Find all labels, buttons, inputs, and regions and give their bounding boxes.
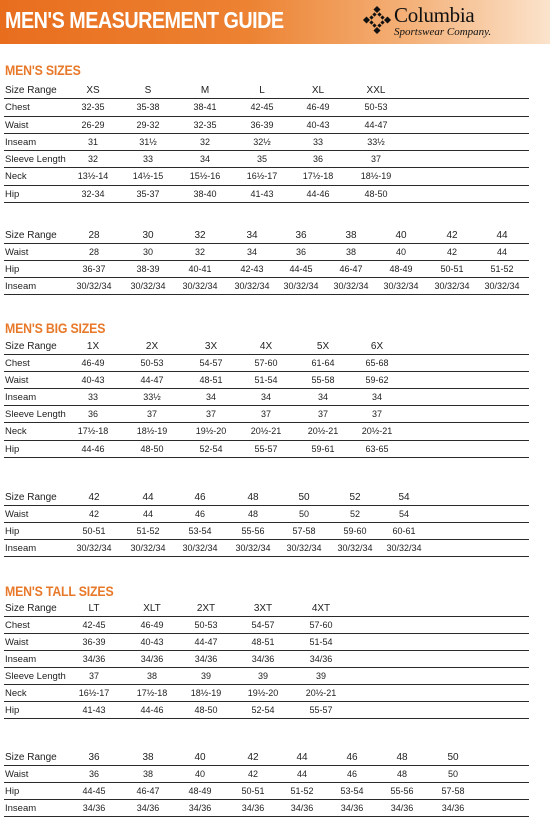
mens-tall-sizes-table (4, 600, 529, 719)
row-label: Neck (5, 426, 27, 438)
measurement-cell: 46-49 (81, 358, 105, 369)
table-row-size-range (4, 82, 529, 99)
measurement-cell: 48-49 (389, 264, 413, 274)
measurement-cell: 15½-16 (189, 171, 221, 182)
measurement-cell: 37 (260, 409, 272, 420)
measurement-cell: 17½-18 (77, 426, 109, 437)
table-row-hip (4, 261, 529, 278)
measurement-cell: 52 (349, 509, 361, 519)
measurement-cell: 44-46 (81, 443, 105, 454)
measurement-cell: 13½-14 (77, 171, 109, 182)
row-label: Neck (5, 171, 27, 183)
measurement-cell: 50 (298, 509, 310, 519)
measurement-cell: 55-56 (241, 526, 265, 536)
measurement-cell: 36 (87, 409, 99, 420)
measurement-cell: 33 (312, 136, 324, 147)
measurement-cell: 34/36 (309, 654, 333, 664)
measurement-cell: 39 (257, 671, 269, 681)
size-header-cell: 44 (142, 492, 154, 503)
measurement-cell: 48-50 (364, 188, 388, 199)
measurement-cell: 16½-17 (246, 171, 278, 182)
measurement-cell: 41-43 (82, 705, 106, 715)
row-label: Waist (5, 247, 29, 258)
measurement-cell: 55-56 (390, 786, 414, 796)
measurement-cell: 50-51 (82, 526, 106, 536)
measurement-cell: 28 (88, 247, 100, 257)
measurement-cell: 38-40 (193, 188, 217, 199)
measurement-cell: 48-50 (194, 705, 218, 715)
size-header-cell: M (200, 85, 210, 96)
row-label: Inseam (5, 392, 37, 404)
table-row-hip (4, 523, 529, 540)
measurement-cell: 19½-20 (195, 426, 227, 437)
size-header-cell: 3X (204, 341, 218, 352)
measurement-cell: 54-57 (251, 620, 275, 630)
measurement-cell: 30/32/34 (182, 543, 218, 553)
measurement-cell: 40 (395, 247, 407, 257)
measurement-cell: 40-43 (306, 119, 330, 130)
measurement-cell: 20½-21 (305, 688, 337, 698)
measurement-cell: 18½-19 (136, 426, 168, 437)
measurement-cell: 33 (142, 154, 154, 165)
measurement-cell: 30/32/34 (130, 281, 166, 291)
measurement-cell: 40-43 (81, 375, 105, 386)
measurement-cell: 30/32/34 (333, 281, 369, 291)
brand-subtitle: Sportswear Company. (394, 26, 492, 38)
measurement-cell: 48-51 (199, 375, 223, 386)
size-header-cell: L (259, 85, 265, 96)
size-header-cell: 46 (194, 492, 206, 503)
row-label: Neck (5, 688, 27, 699)
measurement-cell: 30/32/34 (76, 281, 112, 291)
measurement-cell: 30 (142, 247, 154, 257)
table-row-neck (4, 168, 529, 185)
table-row-size-range (4, 338, 529, 355)
measurement-cell: 36 (312, 154, 324, 165)
measurement-cell: 30/32/34 (286, 543, 322, 553)
measurement-cell: 34/36 (82, 654, 106, 664)
measurement-cell: 33½ (367, 136, 385, 147)
measurement-cell: 34/36 (241, 803, 265, 813)
measurement-cell: 55-57 (254, 443, 278, 454)
measurement-cell: 38 (345, 247, 357, 257)
page-title: MEN'S MEASUREMENT GUIDE (5, 7, 284, 33)
table-row-neck (4, 685, 529, 702)
measurement-cell: 51-54 (254, 375, 278, 386)
measurement-cell: 20½-21 (307, 426, 339, 437)
measurement-cell: 48-51 (251, 637, 275, 647)
measurement-cell: 37 (317, 409, 329, 420)
row-label: Inseam (5, 281, 37, 292)
measurement-cell: 35-37 (136, 188, 160, 199)
measurement-cell: 52-54 (199, 443, 223, 454)
row-label: Inseam (5, 803, 37, 814)
measurement-cell: 18½-19 (190, 688, 222, 698)
row-label: Hip (5, 786, 20, 797)
measurement-cell: 30/32/34 (386, 543, 422, 553)
size-header-cell: XL (311, 85, 325, 96)
size-header-cell: 4X (259, 341, 273, 352)
measurement-cell: 33½ (143, 392, 161, 403)
row-label: Size Range (5, 492, 57, 503)
mens-tall-waist-table (4, 749, 529, 817)
row-label: Hip (5, 526, 20, 537)
row-label: Chest (5, 102, 30, 114)
section-title-mens-big-sizes: MEN'S BIG SIZES (5, 320, 106, 336)
size-header-cell: 42 (247, 752, 259, 763)
table-row-hip (4, 702, 529, 719)
row-label: Size Range (5, 752, 57, 763)
section-title-mens-sizes: MEN'S SIZES (5, 62, 81, 78)
table-row-waist (4, 117, 529, 134)
size-header-cell: 40 (395, 230, 407, 241)
measurement-cell: 30/32/34 (484, 281, 520, 291)
table-row-size-range (4, 749, 529, 766)
row-label: Hip (5, 443, 20, 455)
measurement-cell: 17½-18 (302, 171, 334, 182)
table-row-waist (4, 634, 529, 651)
size-header-cell: 52 (349, 492, 361, 503)
row-label: Chest (5, 620, 30, 631)
measurement-cell: 59-60 (343, 526, 367, 536)
measurement-cell: 50-51 (440, 264, 464, 274)
measurement-cell: 37 (146, 409, 158, 420)
measurement-cell: 34/36 (82, 803, 106, 813)
table-row-chest (4, 99, 529, 116)
size-header-cell: 54 (398, 492, 410, 503)
row-label: Inseam (5, 654, 37, 665)
measurement-cell: 46-49 (306, 102, 330, 113)
measurement-cell: 57-58 (292, 526, 316, 536)
measurement-cell: 19½-20 (247, 688, 279, 698)
size-header-cell: 34 (246, 230, 258, 241)
measurement-cell: 44 (496, 247, 508, 257)
table-row-waist (4, 372, 529, 389)
measurement-cell: 32-34 (81, 188, 105, 199)
size-header-cell: 46 (346, 752, 358, 763)
mens-sizes-table (4, 82, 529, 203)
row-label: Inseam (5, 136, 37, 148)
measurement-cell: 59-61 (311, 443, 335, 454)
measurement-cell: 38 (142, 769, 154, 779)
measurement-cell: 54 (398, 509, 410, 519)
measurement-cell: 20½-21 (361, 426, 393, 437)
measurement-cell: 34 (246, 247, 258, 257)
measurement-cell: 30/32/34 (76, 543, 112, 553)
brand-name: Columbia (394, 3, 475, 27)
measurement-cell: 44-46 (140, 705, 164, 715)
measurement-cell: 35 (256, 154, 268, 165)
table-row-neck (4, 423, 529, 440)
measurement-cell: 38 (146, 671, 158, 681)
mens-big-waist-table (4, 489, 529, 557)
table-row-size-range (4, 489, 529, 506)
measurement-cell: 30/32/34 (235, 543, 271, 553)
measurement-cell: 51-52 (290, 786, 314, 796)
measurement-cell: 32 (194, 247, 206, 257)
measurement-cell: 46 (346, 769, 358, 779)
measurement-cell: 44 (296, 769, 308, 779)
row-label: Waist (5, 769, 29, 780)
measurement-cell: 60-61 (392, 526, 416, 536)
size-header-cell: 6X (370, 341, 384, 352)
table-row-hip (4, 783, 529, 800)
table-row-inseam (4, 389, 529, 406)
row-label: Size Range (5, 341, 57, 352)
measurement-cell: 50 (447, 769, 459, 779)
size-header-cell: XXL (366, 85, 386, 96)
measurement-cell: 36-39 (82, 637, 106, 647)
measurement-cell: 42 (247, 769, 259, 779)
measurement-cell: 34/36 (290, 803, 314, 813)
measurement-cell: 46-47 (339, 264, 363, 274)
columbia-diamond-icon (362, 5, 392, 35)
measurement-cell: 29-32 (136, 119, 160, 130)
measurement-cell: 30/32/34 (234, 281, 270, 291)
measurement-cell: 14½-15 (132, 171, 164, 182)
measurement-cell: 36 (88, 769, 100, 779)
size-header-cell: 38 (345, 230, 357, 241)
measurement-cell: 18½-19 (360, 171, 392, 182)
measurement-cell: 34/36 (251, 654, 275, 664)
size-header-cell: 2X (145, 341, 159, 352)
measurement-cell: 55-57 (309, 705, 333, 715)
size-header-cell: 50 (447, 752, 459, 763)
measurement-cell: 53-54 (340, 786, 364, 796)
measurement-cell: 26-29 (81, 119, 105, 130)
measurement-cell: 30/32/34 (383, 281, 419, 291)
measurement-cell: 57-60 (254, 358, 278, 369)
measurement-cell: 40-41 (188, 264, 212, 274)
measurement-cell: 51-54 (309, 637, 333, 647)
measurement-cell: 57-60 (309, 620, 333, 630)
measurement-cell: 48-49 (188, 786, 212, 796)
measurement-cell: 36-39 (250, 119, 274, 130)
measurement-cell: 38-41 (193, 102, 217, 113)
row-label: Sleeve Length (5, 409, 66, 421)
measurement-cell: 34/36 (140, 654, 164, 664)
measurement-cell: 44-45 (289, 264, 313, 274)
measurement-cell: 57-58 (441, 786, 465, 796)
measurement-cell: 44 (142, 509, 154, 519)
measurement-cell: 34 (199, 154, 211, 165)
measurement-cell: 44-45 (82, 786, 106, 796)
size-header-cell: 48 (396, 752, 408, 763)
measurement-cell: 30/32/34 (182, 281, 218, 291)
mens-waist-table (4, 227, 529, 295)
size-header-cell: 48 (247, 492, 259, 503)
table-row-inseam (4, 651, 529, 668)
measurement-cell: 38-39 (136, 264, 160, 274)
table-row-waist (4, 506, 529, 523)
measurement-cell: 31 (87, 136, 99, 147)
table-row-sleeve-length (4, 406, 529, 423)
size-header-cell: 42 (88, 492, 100, 503)
size-header-cell: 42 (446, 230, 458, 241)
measurement-cell: 46-49 (140, 620, 164, 630)
measurement-cell: 59-62 (365, 375, 389, 386)
measurement-cell: 41-43 (250, 188, 274, 199)
row-label: Hip (5, 705, 20, 716)
measurement-cell: 34/36 (194, 654, 218, 664)
row-label: Hip (5, 264, 20, 275)
measurement-cell: 33 (87, 392, 99, 403)
size-header-cell: 36 (88, 752, 100, 763)
measurement-cell: 51-52 (136, 526, 160, 536)
page-header (0, 0, 550, 44)
measurement-cell: 50-53 (140, 358, 164, 369)
measurement-cell: 48-50 (140, 443, 164, 454)
measurement-cell: 51-52 (490, 264, 514, 274)
row-label: Waist (5, 119, 29, 131)
size-header-cell: 50 (298, 492, 310, 503)
measurement-cell: 32-35 (81, 102, 105, 113)
table-row-size-range (4, 600, 529, 617)
measurement-cell: 63-65 (365, 443, 389, 454)
size-header-cell: 4XT (311, 603, 331, 614)
measurement-cell: 55-58 (311, 375, 335, 386)
measurement-cell: 30/32/34 (283, 281, 319, 291)
measurement-cell: 48 (396, 769, 408, 779)
measurement-cell: 32 (199, 136, 211, 147)
size-header-cell: 44 (496, 230, 508, 241)
measurement-cell: 34/36 (441, 803, 465, 813)
row-label: Chest (5, 358, 30, 370)
measurement-cell: 42 (446, 247, 458, 257)
table-row-sleeve-length (4, 668, 529, 685)
measurement-cell: 50-53 (364, 102, 388, 113)
measurement-cell: 50-53 (194, 620, 218, 630)
table-row-inseam (4, 800, 529, 817)
measurement-cell: 52-54 (251, 705, 275, 715)
measurement-cell: 17½-18 (136, 688, 168, 698)
row-label: Sleeve Length (5, 671, 66, 682)
measurement-cell: 34 (260, 392, 272, 403)
size-header-cell: 2XT (196, 603, 216, 614)
brand-logo (362, 3, 548, 41)
measurement-cell: 16½-17 (78, 688, 110, 698)
measurement-cell: 46-47 (136, 786, 160, 796)
measurement-cell: 42-45 (82, 620, 106, 630)
measurement-cell: 40-43 (140, 637, 164, 647)
size-header-cell: 36 (295, 230, 307, 241)
table-row-inseam (4, 540, 529, 557)
table-row-chest (4, 355, 529, 372)
size-header-cell: 32 (194, 230, 206, 241)
measurement-cell: 44-47 (194, 637, 218, 647)
table-row-waist (4, 244, 529, 261)
row-label: Waist (5, 637, 29, 648)
row-label: Hip (5, 188, 20, 200)
size-header-cell: S (144, 85, 152, 96)
size-header-cell: 5X (316, 341, 330, 352)
size-header-cell: 3XT (253, 603, 273, 614)
row-label: Inseam (5, 543, 37, 554)
measurement-cell: 48 (247, 509, 259, 519)
measurement-cell: 32-35 (193, 119, 217, 130)
measurement-cell: 42-43 (240, 264, 264, 274)
measurement-cell: 31½ (139, 136, 157, 147)
measurement-cell: 46 (194, 509, 206, 519)
row-label: Size Range (5, 603, 57, 614)
measurement-cell: 50-51 (241, 786, 265, 796)
measurement-cell: 39 (200, 671, 212, 681)
measurement-cell: 44-47 (364, 119, 388, 130)
size-header-cell: 44 (296, 752, 308, 763)
section-title-mens-tall-sizes: MEN'S TALL SIZES (5, 583, 114, 599)
measurement-cell: 34 (205, 392, 217, 403)
measurement-cell: 42-45 (250, 102, 274, 113)
measurement-cell: 35-38 (136, 102, 160, 113)
measurement-cell: 42 (88, 509, 100, 519)
measurement-cell: 65-68 (365, 358, 389, 369)
table-row-inseam (4, 134, 529, 151)
table-row-hip (4, 186, 529, 203)
size-header-cell: XLT (143, 603, 161, 614)
row-label: Size Range (5, 85, 57, 96)
measurement-cell: 36-37 (82, 264, 106, 274)
measurement-cell: 44-47 (140, 375, 164, 386)
measurement-cell: 37 (371, 409, 383, 420)
measurement-cell: 30/32/34 (434, 281, 470, 291)
measurement-cell: 61-64 (311, 358, 335, 369)
measurement-cell: 30/32/34 (337, 543, 373, 553)
measurement-cell: 44-46 (306, 188, 330, 199)
row-label: Waist (5, 375, 29, 387)
table-row-waist (4, 766, 529, 783)
size-header-cell: 30 (142, 230, 154, 241)
measurement-cell: 34/36 (340, 803, 364, 813)
size-header-cell: 1X (86, 341, 100, 352)
measurement-cell: 37 (88, 671, 100, 681)
measurement-cell: 20½-21 (250, 426, 282, 437)
table-row-sleeve-length (4, 151, 529, 168)
mens-big-sizes-table (4, 338, 529, 458)
measurement-cell: 34 (317, 392, 329, 403)
table-row-inseam (4, 278, 529, 295)
row-label: Sleeve Length (5, 154, 66, 166)
measurement-cell: 30/32/34 (130, 543, 166, 553)
measurement-cell: 36 (295, 247, 307, 257)
measurement-cell: 37 (370, 154, 382, 165)
size-header-cell: 28 (88, 230, 100, 241)
measurement-cell: 40 (194, 769, 206, 779)
table-row-chest (4, 617, 529, 634)
row-label: Waist (5, 509, 29, 520)
table-row-size-range (4, 227, 529, 244)
size-header-cell: LT (88, 603, 100, 614)
size-header-cell: 40 (194, 752, 206, 763)
measurement-cell: 34/36 (136, 803, 160, 813)
table-row-hip (4, 441, 529, 458)
measurement-cell: 39 (315, 671, 327, 681)
measurement-cell: 32½ (253, 136, 271, 147)
measurement-cell: 53-54 (188, 526, 212, 536)
size-header-cell: 38 (142, 752, 154, 763)
measurement-cell: 34/36 (390, 803, 414, 813)
size-header-cell: XS (86, 85, 100, 96)
measurement-cell: 34/36 (188, 803, 212, 813)
measurement-cell: 32 (87, 154, 99, 165)
measurement-cell: 54-57 (199, 358, 223, 369)
measurement-cell: 34 (371, 392, 383, 403)
measurement-cell: 37 (205, 409, 217, 420)
row-label: Size Range (5, 230, 57, 241)
